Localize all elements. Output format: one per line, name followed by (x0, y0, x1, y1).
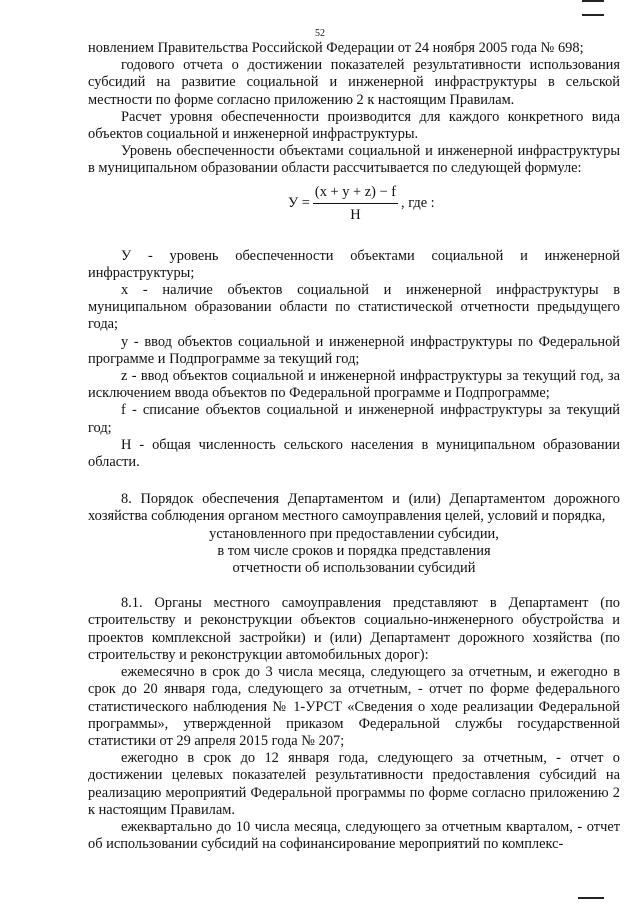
formula-denominator: H (350, 206, 361, 223)
paragraph: ежегодно в срок до 12 января года, следующего за отчетным, - отчет о достижении целевых показателей результативности предоставления субсидий на реализацию мероприятий Федеральной программы по форме согласно приложению 2 к настоящим Правилам. (88, 750, 620, 818)
paragraph: Уровень обеспеченности объектами социальной и инженерной инфраструктуры в муниципальном образовании области рассчитывается по следующей формуле: (88, 143, 620, 177)
paragraph: ежеквартально до 10 числа месяца, следующего за отчетным кварталом, - отчет об использовании субсидий на софинансирование мероприятий по комплекс- (88, 818, 620, 853)
document-body (88, 40, 620, 853)
section-heading-line: в том числе сроков и порядка представления (217, 542, 491, 559)
paragraph: Расчет уровня обеспеченности производится для каждого конкретного вида объектов социальной и инженерной инфраструктуры. (88, 108, 620, 143)
section-heading-line: 8. Порядок обеспечения Департаментом и (или) Департаментом дорожного хозяйства соблюдения органом местного самоуправления целей, условий и порядка, (88, 491, 620, 525)
formula-lhs: У = (288, 195, 310, 212)
definition-item: У - уровень обеспеченности объектами социальной и инженерной инфраструктуры; (88, 247, 620, 281)
formula-block (88, 178, 620, 248)
section-heading-line: отчетности об использовании субсидий (232, 560, 476, 577)
formula-numerator: (x + y + z) − f (313, 184, 398, 204)
paragraph: годового отчета о достижении показателей результативности использования субсидий на развитие социальной и инженерной инфраструктуры в сельской местности по форме согласно приложению 2 к настоящим Правилам. (88, 57, 620, 108)
scan-corner-mark (582, 0, 604, 16)
formula (288, 184, 435, 224)
formula-suffix: , где : (401, 195, 435, 212)
definition-item: y - ввод объектов социальной и инженерной инфраструктуры по Федеральной программе и Подпрограмме за текущий год; (88, 333, 620, 367)
definition-item: f - списание объектов социальной и инженерной инфраструктуры за текущий год; (88, 402, 620, 436)
paragraph: 8.1. Органы местного самоуправления представляют в Департамент (по строительству и реконструкции объектов социально-инженерного обустройства и проектов комплексной застройки) и (или) Департамент дорожного хозяйства (по строительству и реконструкции автомобильных дорог): (88, 595, 620, 663)
scan-corner-mark-bottom (578, 897, 604, 903)
section-heading (88, 491, 620, 577)
page-number: 52 (315, 28, 325, 39)
definition-item: z - ввод объектов социальной и инженерной инфраструктуры за текущий год, за исключением ввода объектов по Федеральной программе и Подпрограмме; (88, 368, 620, 402)
definition-item: x - наличие объектов социальной и инженерной инфраструктуры в муниципальном образовании области по статистической отчетности предыдущего года; (88, 282, 620, 333)
section-heading-line: установленного при предоставлении субсидии, (209, 525, 499, 542)
paragraph: ежемесячно в срок до 3 числа месяца, следующего за отчетным, и ежегодно в срок до 20 января года, следующего за отчетным, - отчет по форме федерального статистического наблюдения № 1-УРСТ «Сведения о ходе реализации Федеральной программы», утвержденной приказом Федеральной службы государственной статистики от 29 апреля 2015 года № 207; (88, 664, 620, 749)
formula-fraction (313, 184, 398, 224)
paragraph: новлением Правительства Российской Федерации от 24 ноября 2005 года № 698; (88, 40, 584, 56)
definition-item: Н - общая численность сельского населения в муниципальном образовании области. (88, 436, 620, 471)
